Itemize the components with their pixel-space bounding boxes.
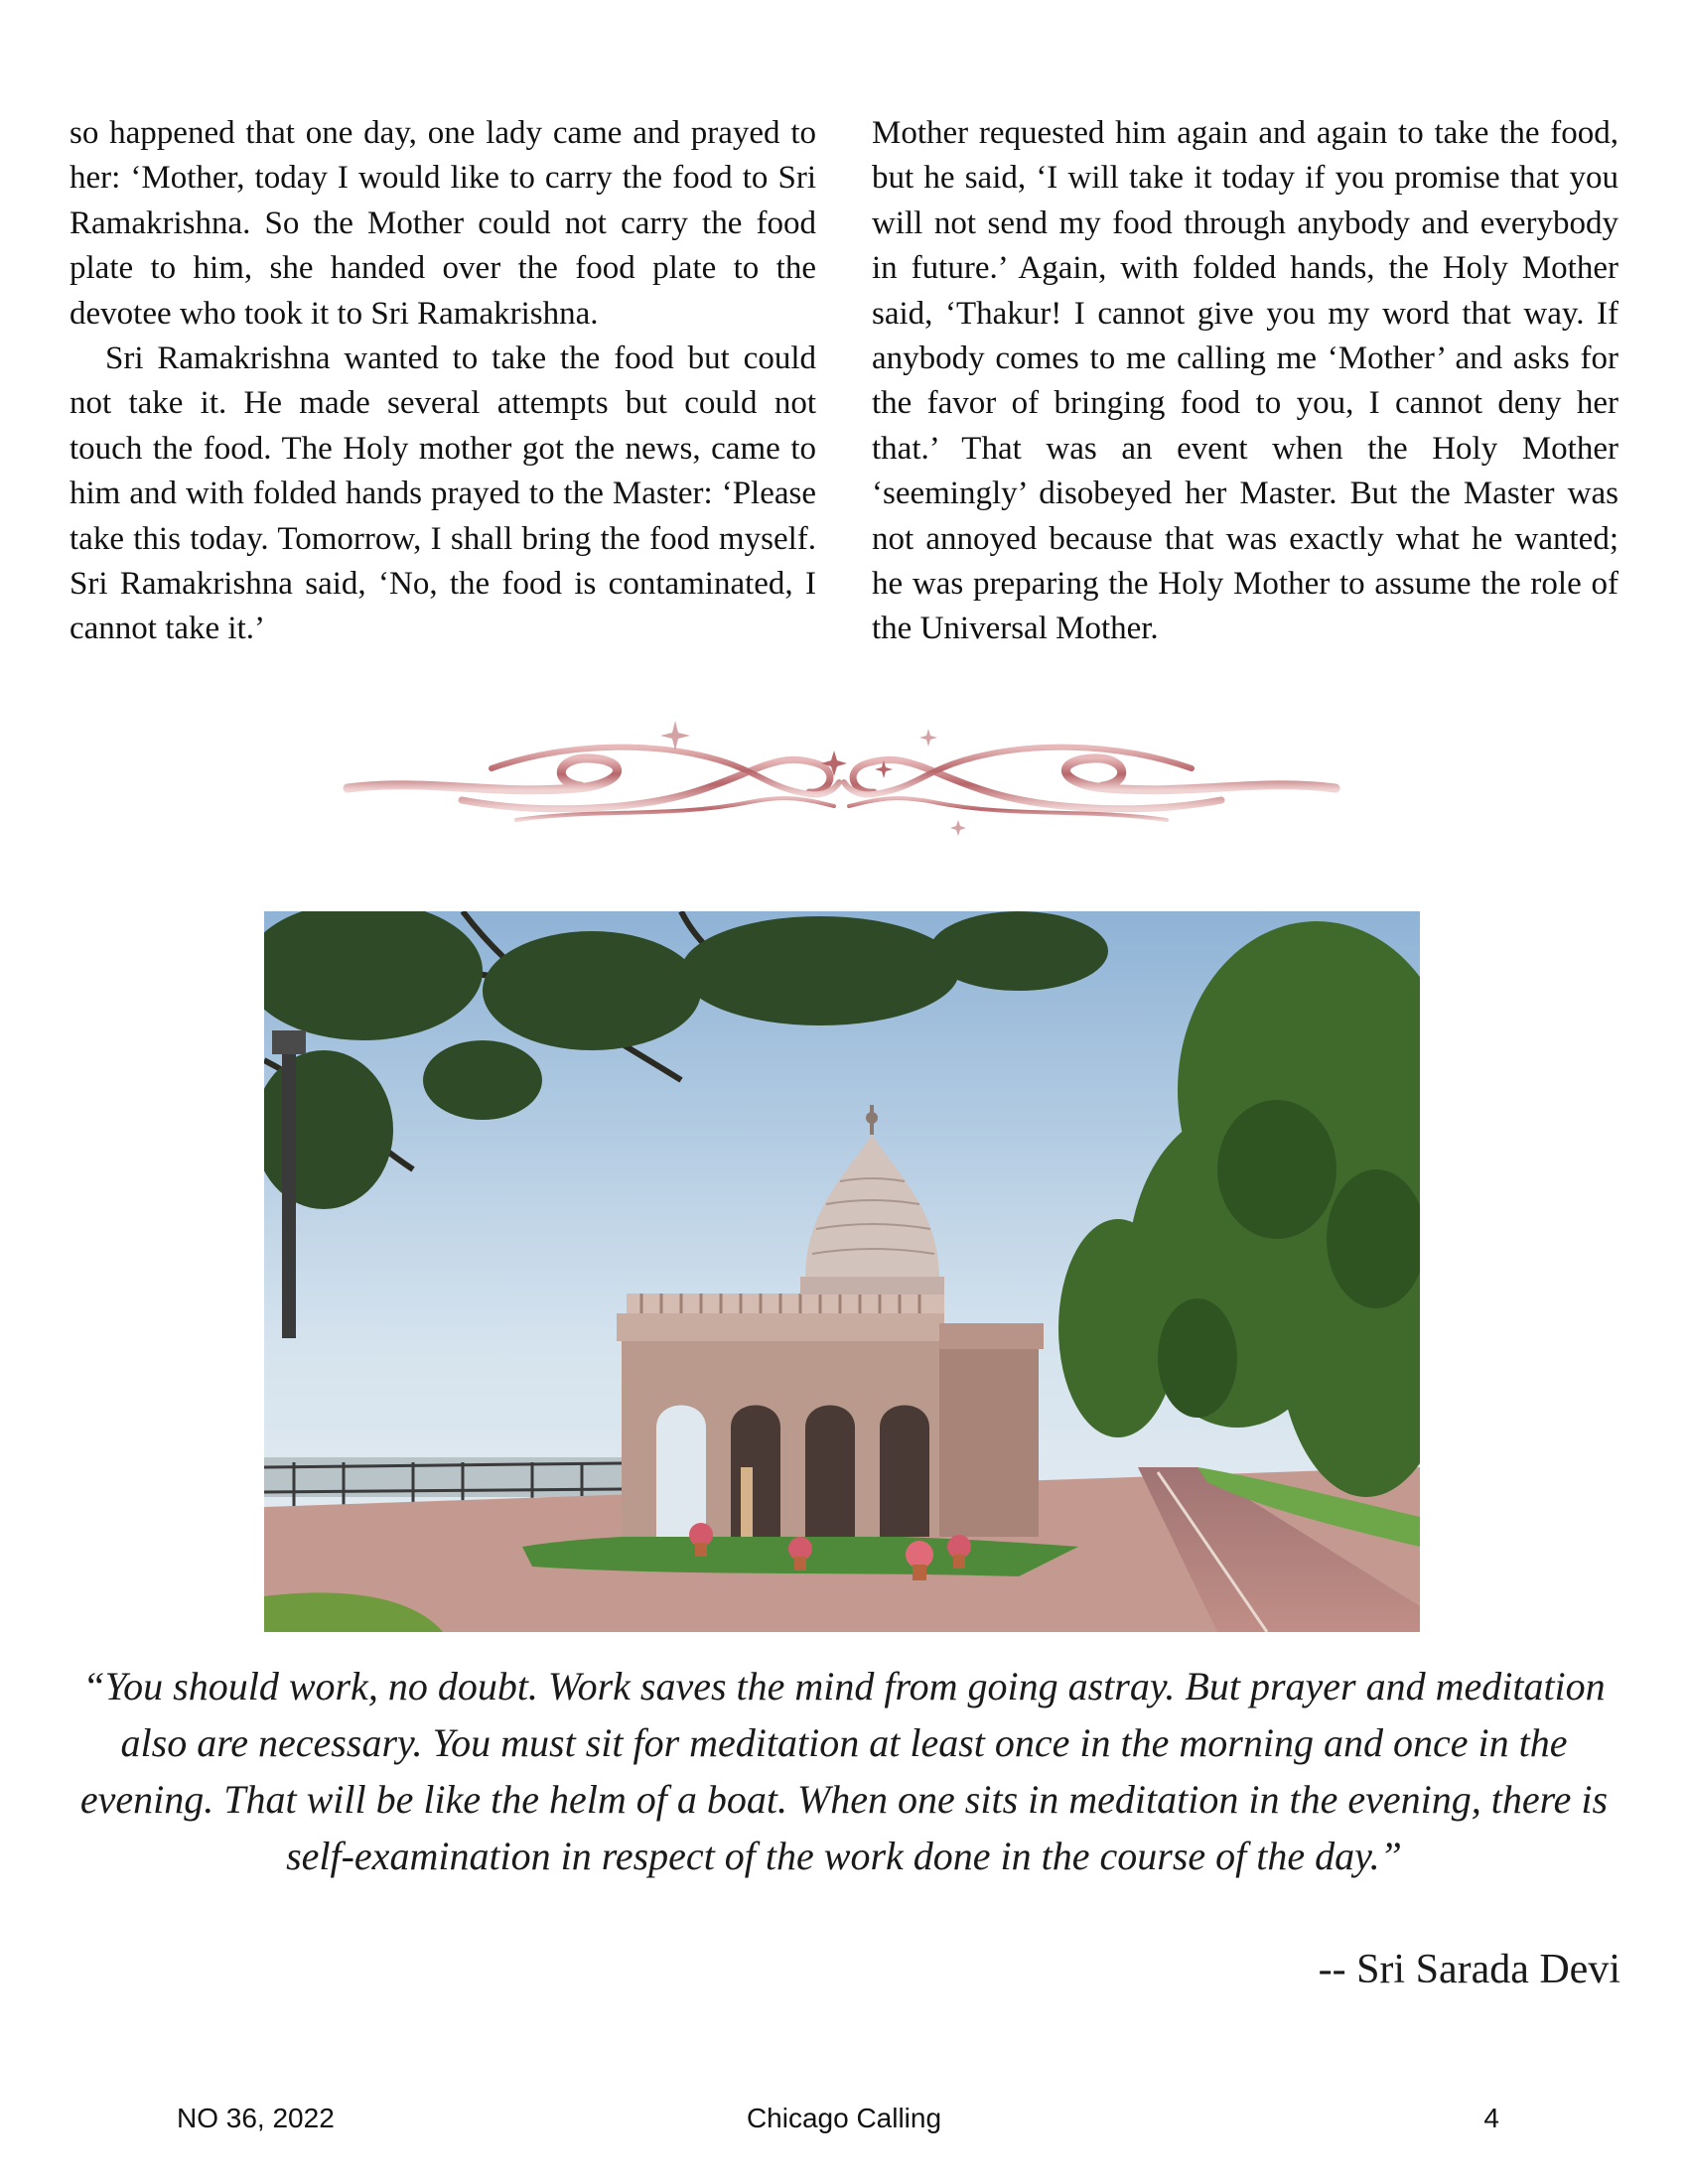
footer-page-number: 4 [1483,2103,1499,2133]
left-column [70,111,816,652]
decorative-flourish [343,721,1340,840]
quote-attribution: -- Sri Sarada Devi [1318,1947,1620,1992]
page-footer [0,2103,1688,2142]
left-paragraph-1: so happened that one day, one lady came and prayed to her: ‘Mother, today I would like to carry the food to Sri Ramakrishna. So the Mother could not carry the food plate to him, she handed over the food plate to the devotee who took it to Sri Ramakrishna. [70,115,816,332]
temple-image [264,911,1420,1632]
footer-title: Chicago Calling [746,2103,942,2133]
quote-text: “You should work, no doubt. Work saves the mind from going astray. But prayer and meditation also are necessary. You must sit for meditation at least once in the morning and once in the evening. That will be like the helm of a boat. When one sits in meditation in the evening, there is self-examination in respect of the work done in the course of the day.” [79,1664,1609,1878]
right-paragraph-1: Mother requested him again and again to take the food, but he said, ‘I will take it today if you promise that you will not send my food through anybody and everybody in future.’ Again, with folded hands, the Holy Mother said, ‘Thakur! I cannot give you my word that way. If anybody comes to me calling me ‘Mother’ and asks for the favor of bringing food to you, I cannot deny her that.’ That was an event when the Holy Mother ‘seemingly’ disobeyed her Master. But the Master was not annoyed because that was exactly what he wanted; he was preparing the Holy Mother to assume the role of the Universal Mother. [872,115,1618,647]
footer-issue: NO 36, 2022 [177,2103,335,2133]
right-column [872,111,1618,652]
article-columns [70,111,1618,652]
left-paragraph-2: Sri Ramakrishna wanted to take the food but could not take it. He made several attempts but could not touch the food. The Holy mother got the news, came to him and with folded hands prayed to the Master: ‘Please take this today. Tomorrow, I shall bring the food myself. Sri Ramakrishna said, ‘No, the food is contaminated, I cannot take it.’ [70,341,816,647]
flourish-ornament-icon [343,721,1340,840]
temple-photo [264,911,1420,1632]
